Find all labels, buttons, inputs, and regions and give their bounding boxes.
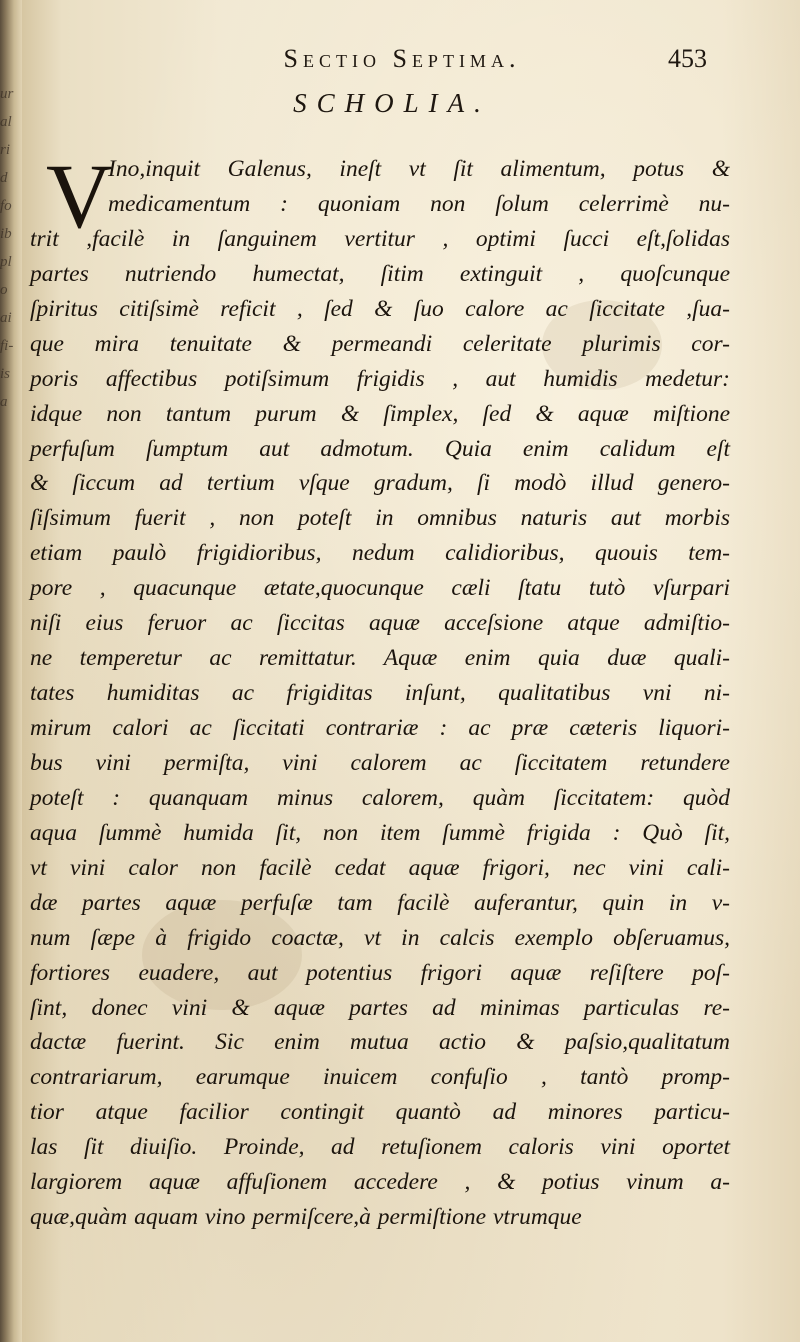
text-line: & ſiccum ad tertium vſque gradum, ſi modò illud genero- [30, 470, 730, 497]
section-title: SCHOLIA. [293, 88, 491, 118]
text-line: pore , quacunque ætate,quocunque cæli ſtatu tutò vſurpari [30, 575, 730, 602]
text-line: dæ partes aquæ perfuſæ tam facilè auferantur, quin in v- [30, 889, 730, 916]
text-line: partes nutriendo humectat, ſitim extinguit , quoſcunque [30, 260, 730, 287]
running-head: Sectio Septima. [283, 44, 521, 73]
facing-page-fragment: fo [0, 198, 12, 214]
facing-page-fragment: ai [0, 310, 12, 326]
text-line: niſi eius feruor ac ſiccitas aquæ acceſsione atque admiſtio- [30, 610, 730, 637]
text-line: trit ,facilè in ſanguinem vertitur , optimi ſucci eſt,ſolidas [30, 225, 730, 252]
facing-page-fragment: ib [0, 226, 12, 242]
facing-page-fragment: ri [0, 142, 11, 158]
facing-page-fragment: a [0, 394, 8, 410]
facing-page-fragment: d [0, 170, 8, 186]
text-line: tates humiditas ac frigiditas inſunt, qualitatibus vni ni- [30, 680, 730, 707]
text-line: que mira tenuitate & permeandi celeritate plurimis cor- [30, 330, 730, 357]
text-line: bus vini permiſta, vini calorem ac ſiccitatem retundere [30, 749, 730, 776]
facing-page-fragment: o [0, 282, 8, 298]
text-line: idque non tantum purum & ſimplex, ſed & aquæ miſtione [30, 400, 730, 427]
text-line: mirum calori ac ſiccitati contrariæ : ac præ cæteris liquori- [30, 715, 730, 741]
text-line: poris affectibus potiſsimum frigidis , aut humidis medetur: [30, 365, 730, 392]
text-line: ſpiritus citiſsimè reficit , ſed & ſuo calore ac ſiccitate ,ſua- [30, 295, 730, 322]
facing-page-fragment: al [0, 114, 12, 130]
drop-cap: V [46, 145, 113, 247]
text-line: etiam paulò frigidioribus, nedum calidioribus, quouis tem- [30, 540, 730, 567]
facing-page-fragment: ur [0, 86, 14, 102]
facing-page-fragment: pl [0, 254, 12, 270]
text-line: perfuſum ſumptum aut admotum. Quia enim calidum eſt [30, 435, 730, 462]
body-text [30, 145, 730, 1235]
facing-page-fragment: fi- [0, 338, 14, 354]
text-line: medicamentum : quoniam non ſolum celerrimè nu- [108, 190, 730, 217]
text-line: ne temperetur ac remittatur. Aquæ enim quia duæ quali- [30, 645, 730, 672]
text-line: Ino,inquit Galenus, ineſt vt ſit alimentum, potus & [108, 156, 730, 182]
binding-gutter [0, 0, 22, 1342]
text-line: vt vini calor non facilè cedat aquæ frigori, nec vini cali- [30, 854, 730, 881]
text-line: largiorem aquæ affuſionem accedere , & potius vinum a- [30, 1169, 730, 1196]
book-page [22, 0, 800, 1342]
text-line: quæ,quàm aquam vino permiſcere,à permiſtione vtrumque [30, 1204, 582, 1231]
text-line: poteſt : quanquam minus calorem, quàm ſiccitatem: quòd [30, 784, 730, 811]
text-line: aqua ſummè humida ſit, non item ſummè frigida : Quò ſit, [30, 819, 730, 846]
facing-page-fragments [0, 80, 12, 416]
text-line: dactæ fuerint. Sic enim mutua actio & paſsio,qualitatum [30, 1029, 730, 1056]
text-line: contrariarum, earumque inuicem confuſio , tantò promp- [30, 1064, 730, 1091]
page-number: 453 [668, 44, 707, 73]
text-line: tior atque facilior contingit quantò ad minores particu- [30, 1099, 730, 1126]
facing-page-fragment: is [0, 366, 11, 382]
text-line: num ſæpe à frigido coactæ, vt in calcis exemplo obſeruamus, [30, 924, 730, 951]
text-line: ſint, donec vini & aquæ partes ad minimas particulas re- [30, 994, 730, 1021]
text-line: ſiſsimum fuerit , non poteſt in omnibus naturis aut morbis [30, 505, 730, 532]
text-line: fortiores euadere, aut potentius frigori aquæ reſiſtere poſ- [30, 959, 730, 986]
text-line: las ſit diuiſio. Proinde, ad retuſionem caloris vini oportet [30, 1134, 730, 1161]
